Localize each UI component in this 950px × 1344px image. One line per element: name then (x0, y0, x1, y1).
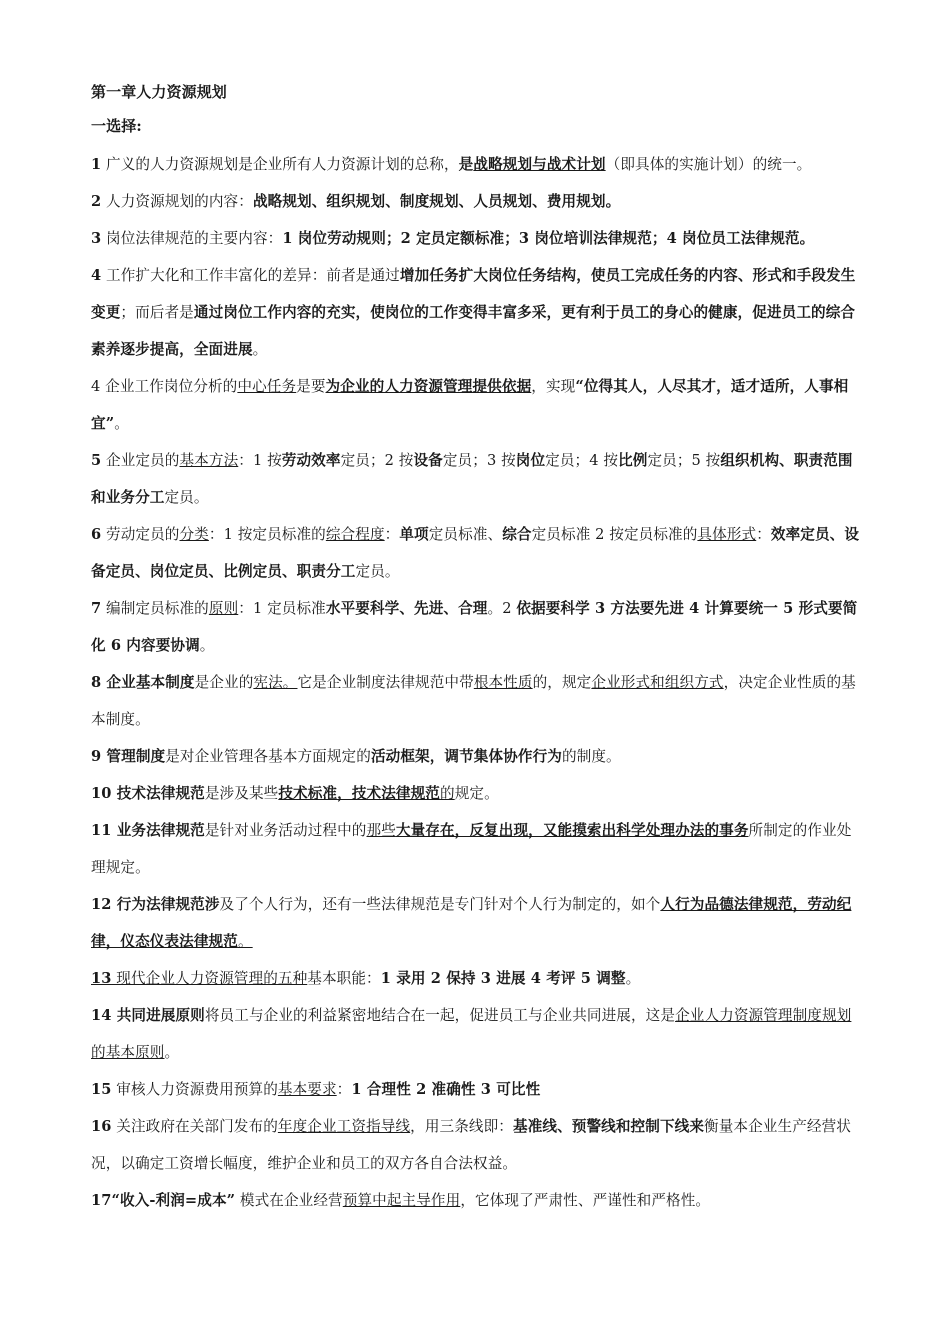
list-item (91, 997, 862, 1071)
text-segment: 原则 (208, 600, 239, 617)
list-item (91, 1108, 862, 1182)
text-segment: 岗位 (515, 452, 546, 469)
text-segment: 是企业的 (194, 674, 254, 691)
text-segment: 15 (91, 1081, 112, 1098)
text-segment: 人行为品德法律规范，劳动纪律，仪态仪表法律规范 (91, 896, 852, 950)
text-segment: 通过岗位工作内容的充实，使岗位的工作变得丰富多采，更有利于员工的身心的健康，促进员工的综合素养逐步提高，全面进展 (91, 304, 856, 358)
text-segment: 基本职能： (307, 970, 381, 987)
text-segment: 比例 (618, 452, 648, 469)
list-item (91, 664, 862, 738)
text-segment: 定员。 (164, 489, 209, 506)
text-segment: 大量存在，反复出现，又能摸索出科学处理办法的事务 (395, 822, 749, 839)
text-segment: 。 (625, 970, 641, 987)
text-segment: 它是企业制度法律规范中带 (297, 674, 474, 691)
text-segment: 。 (164, 1044, 180, 1061)
text-segment: 。 (237, 933, 253, 950)
list-item (91, 146, 862, 183)
text-segment: 设备 (413, 452, 443, 469)
text-segment: 劳动效率 (281, 452, 341, 469)
text-segment: ，它体现了严肃性、严谨性和严格性。 (460, 1192, 711, 1209)
text-segment: 审核人力资源费用预算的 (111, 1081, 278, 1098)
text-segment: 广义的人力资源规划是企业所有人力资源计划的总称， (101, 156, 459, 173)
text-segment: 是针对业务活动过程中的 (204, 822, 367, 839)
text-segment: 宪法。 (253, 674, 298, 691)
text-segment: 规定。 (454, 785, 499, 802)
list-item (91, 257, 862, 368)
text-segment: ： (756, 526, 771, 543)
text-segment: 企业形式和组织方式 (591, 674, 724, 691)
list-item (91, 368, 862, 442)
text-segment: 编制定员标准的 (101, 600, 209, 617)
text-segment: 是要 (296, 378, 326, 395)
text-segment: 5 (91, 452, 102, 469)
text-segment: “位得其人，人尽其才，适才适所，人事相宜” (91, 378, 849, 432)
text-segment: 根本性质 (473, 674, 533, 691)
list-item (91, 775, 862, 812)
text-segment: 预算中起主导作用 (342, 1192, 461, 1209)
text-segment: （即具体的实施计划）的统一。 (605, 156, 812, 173)
list-item (91, 442, 862, 516)
text-segment: ，实现 (531, 378, 576, 395)
text-segment: 技术标准，技术法律规范 (278, 785, 440, 802)
text-segment: 定员标准、 (428, 526, 503, 543)
text-segment: 定员；2 按 (340, 452, 414, 469)
text-segment: 具体形式 (697, 526, 757, 543)
text-segment: 战略规划、组织规划、制度规划、人员规划、费用规划。 (252, 193, 621, 210)
text-segment: 年度企业工资指导线 (277, 1118, 411, 1135)
text-segment: 分类 (179, 526, 209, 543)
text-segment: 的，规定 (532, 674, 592, 691)
text-segment: 单项 (399, 526, 429, 543)
text-segment: 7 (91, 600, 102, 617)
text-segment: 综合 (502, 526, 532, 543)
text-segment: 定员。 (355, 563, 400, 580)
text-segment: 衡量本企业生产经营状况，以确定工资增长幅度，维护企业和员工的双方各自合法权益。 (91, 1118, 851, 1172)
text-segment: 人力资源规划的内容： (101, 193, 253, 210)
text-segment: 企业人力资源管理制度规划的基本原则 (91, 1007, 852, 1061)
list-item (91, 738, 862, 775)
section-heading: 一选择: (91, 117, 142, 135)
text-segment: 1 录用 2 保持 3 进展 4 考评 5 调整 (380, 970, 626, 987)
list-item (91, 516, 862, 590)
text-segment: 9 管理制度 (91, 748, 166, 765)
list-item (91, 183, 862, 220)
list-item (91, 1071, 862, 1108)
text-segment: 组织机构、职责范围和业务分工 (91, 452, 853, 506)
text-segment: ： (384, 526, 400, 543)
list-item (91, 590, 862, 664)
text-segment: 增加任务扩大岗位任务结构，使员工完成任务的内容、形式和手段发生变更 (91, 267, 856, 321)
text-segment: 模式在企业经营 (235, 1192, 343, 1209)
text-segment: 效率定员、设备定员、岗位定员、比例定员、职责分工 (91, 526, 860, 580)
text-segment: 16 (91, 1118, 112, 1135)
text-segment: 综合程度 (325, 526, 385, 543)
text-segment: 定员；5 按 (647, 452, 721, 469)
text-segment: 10 技术法律规范 (91, 785, 205, 802)
text-segment: 。2 (487, 600, 517, 617)
text-segment: 是对企业管理各基本方面规定的 (165, 748, 371, 765)
list-item (91, 812, 862, 886)
text-segment: 企业定员的 (101, 452, 180, 469)
list-item (91, 220, 862, 257)
text-segment: 定员；3 按 (442, 452, 516, 469)
text-segment: 6 (91, 526, 102, 543)
text-segment: 3 (91, 230, 102, 247)
text-segment: 8 企业基本制度 (91, 674, 195, 691)
text-segment: 14 共同进展原则 (91, 1007, 205, 1024)
text-segment: 4 (91, 267, 102, 284)
list-item (91, 886, 862, 960)
text-segment: 现代企业人力资源管理的五种 (111, 970, 308, 987)
text-segment: 是 (458, 156, 474, 173)
text-segment: ： (336, 1081, 352, 1098)
list-item (91, 1182, 862, 1219)
text-segment: 17“收入-利润=成本” (91, 1192, 236, 1209)
text-segment: 的制度。 (561, 748, 621, 765)
text-segment: 定员；4 按 (545, 452, 619, 469)
text-segment: 的 (439, 785, 455, 802)
text-segment: ：1 按 (238, 452, 282, 469)
text-segment: 那些 (366, 822, 396, 839)
text-segment: ：1 定员标准 (238, 600, 326, 617)
text-segment: 所制定的作业处理规定。 (91, 822, 852, 876)
text-segment: 4 企业工作岗位分析的 (91, 378, 238, 395)
text-segment: 将员工与企业的利益紧密地结合在一起，促进员工与企业共同进展，这是 (204, 1007, 676, 1024)
text-segment: 劳动定员的 (101, 526, 180, 543)
text-segment: 活动框架，调节集体协作行为 (370, 748, 562, 765)
text-segment: ：1 按定员标准的 (208, 526, 326, 543)
text-segment: 水平要科学、先进、合理 (325, 600, 488, 617)
item-list (91, 146, 862, 1219)
list-item (91, 960, 862, 997)
text-segment: 工作扩大化和工作丰富化的差异：前者是通过 (101, 267, 400, 284)
text-segment: 1 岗位劳动规则；2 定员定额标准；3 岗位培训法律规范；4 岗位员工法律规范。 (282, 230, 815, 247)
text-segment: 是涉及某些 (204, 785, 279, 802)
text-segment: ，决定企业性质的基本制度。 (91, 674, 856, 728)
text-segment: 。 (252, 341, 268, 358)
text-segment: 基本要求 (277, 1081, 337, 1098)
text-segment: 12 行为法律规范涉 (91, 896, 220, 913)
text-segment: 战略规划与战术计划 (473, 156, 606, 173)
text-segment: 依据要科学 3 方法要先进 4 计算要统一 5 形式要简化 6 内容要协调 (91, 600, 858, 654)
text-segment: 基准线、预警线和控制下线来 (513, 1118, 705, 1135)
text-segment: 11 业务法律规范 (91, 822, 205, 839)
text-segment: 岗位法律规范的主要内容： (101, 230, 283, 247)
text-segment: 及了个人行为，还有一些法律规范是专门针对个人行为制定的，如个 (219, 896, 661, 913)
text-segment: 定员标准 2 按定员标准的 (531, 526, 698, 543)
text-segment: 13 (91, 970, 112, 987)
text-segment: 为企业的人力资源管理提供依据 (325, 378, 532, 395)
text-segment: ，用三条线即： (410, 1118, 513, 1135)
text-segment: 中心任务 (237, 378, 297, 395)
text-segment: 1 合理性 2 准确性 3 可比性 (351, 1081, 541, 1098)
text-segment: 基本方法 (179, 452, 239, 469)
text-segment: 。 (199, 637, 215, 654)
text-segment: 2 (91, 193, 102, 210)
chapter-title: 第一章人力资源规划 (91, 83, 227, 101)
text-segment: ；而后者是 (120, 304, 194, 321)
text-segment: 关注政府在关部门发布的 (111, 1118, 278, 1135)
text-segment: 1 (91, 156, 102, 173)
text-segment: 。 (114, 415, 129, 432)
